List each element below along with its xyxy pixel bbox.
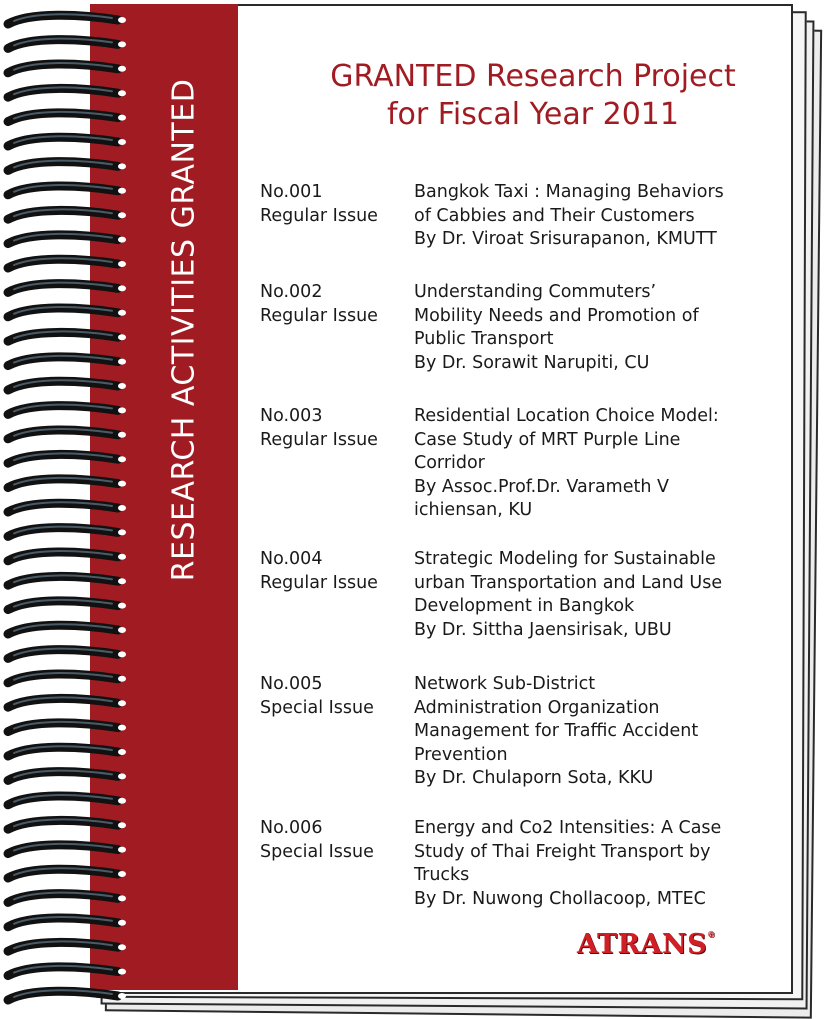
entry-text: Study of Thai Freight Transport by [414, 841, 711, 862]
spiral-coil [8, 63, 126, 73]
entry-text: Management for Traffic Accident [414, 721, 699, 741]
entry-author: By Dr. Viroat Srisurapanon, KMUTT [414, 229, 717, 249]
entry-text: Strategic Modeling for Sustainable [414, 549, 716, 569]
entry-text: Network Sub-District [414, 674, 596, 694]
entry-text: Bangkok Taxi : Managing Behaviors [414, 182, 724, 202]
spiral-coil [8, 527, 126, 537]
entry-author: By Assoc.Prof.Dr. Varameth V [414, 476, 669, 497]
spiral-coil [8, 87, 126, 97]
entry-issue: Regular Issue [260, 205, 378, 226]
spiral-coil [8, 649, 126, 659]
entry-issue: Regular Issue [260, 305, 378, 326]
entry-issue: Special Issue [260, 841, 374, 862]
logo-text: ATRANS [577, 929, 708, 960]
entry-text: Administration Organization [414, 697, 660, 718]
page-title [238, 58, 827, 134]
registered-mark: ® [707, 929, 716, 939]
entry-text: Understanding Commuters’ [414, 282, 657, 302]
entry-text: Corridor [414, 453, 485, 473]
spiral-coil [8, 234, 126, 244]
spiral-coil [8, 307, 126, 317]
entry-text: Trucks [414, 865, 470, 885]
spiral-coil [8, 600, 126, 610]
spiral-coil [8, 844, 126, 854]
sidebar-label: RESEARCH ACTIVITIES GRANTED [166, 78, 202, 582]
spiral-coil [8, 795, 126, 805]
atrans-logo [577, 929, 716, 960]
spiral-coil [8, 356, 126, 366]
spiral-coil [8, 990, 126, 1000]
entry-text: Energy and Co2 Intensities: A Case [414, 818, 722, 838]
spiral-coil [8, 331, 126, 341]
entry-author: By Dr. Nuwong Chollacoop, MTEC [414, 888, 706, 909]
entry-number: No.001 [260, 182, 323, 202]
entry-author: By Dr. Chulaporn Sota, KKU [414, 768, 654, 788]
spiral-coil [8, 893, 126, 903]
entry-issue: Regular Issue [260, 572, 378, 593]
spiral-coil [8, 917, 126, 927]
spiral-coil [8, 209, 126, 219]
spiral-coil [8, 39, 126, 49]
entry-number: No.006 [260, 818, 323, 838]
spiral-coil [8, 405, 126, 415]
entry-author: ichiensan, KU [414, 500, 533, 520]
spiral-coil [8, 161, 126, 171]
spiral-coil [8, 624, 126, 634]
entry-text: Residential Location Choice Model: [414, 406, 719, 426]
spiral-coil [8, 941, 126, 951]
spiral-coil [8, 819, 126, 829]
spiral-coil [8, 429, 126, 439]
spiral-coil [8, 746, 126, 756]
spiral-coil [8, 575, 126, 585]
entry-number: No.005 [260, 674, 323, 694]
spiral-coil [8, 966, 126, 976]
spiral-coil [8, 551, 126, 561]
spiral-coil [8, 380, 126, 390]
spiral-coil [8, 478, 126, 488]
entry-text: Public Transport [414, 329, 554, 349]
spiral-coil [8, 502, 126, 512]
entry-issue: Special Issue [260, 697, 374, 718]
entry-author: By Dr. Sorawit Narupiti, CU [414, 352, 650, 373]
entry-author: By Dr. Sittha Jaensirisak, UBU [414, 619, 672, 640]
entry-text: Development in Bangkok [414, 596, 635, 616]
spiral-coil [8, 722, 126, 732]
spiral-coil [8, 112, 126, 122]
entry-number: No.004 [260, 549, 323, 569]
entry-text: urban Transportation and Land Use [414, 572, 723, 593]
spiral-coil [8, 697, 126, 707]
spiral-coil [8, 136, 126, 146]
entry-number: No.002 [260, 282, 323, 302]
spiral-coil [8, 453, 126, 463]
entry-number: No.003 [260, 406, 323, 426]
spiral-binding [0, 0, 140, 1015]
spiral-coil [8, 283, 126, 293]
spiral-coil [8, 771, 126, 781]
spiral-coil [8, 868, 126, 878]
spiral-coil [8, 14, 126, 24]
entry-text: Mobility Needs and Promotion of [414, 305, 699, 326]
spiral-coil [8, 673, 126, 683]
spiral-coil [8, 258, 126, 268]
entry-issue: Regular Issue [260, 429, 378, 450]
entry-text: Prevention [414, 744, 508, 765]
spiral-coil [8, 185, 126, 195]
entry-text: of Cabbies and Their Customers [414, 205, 695, 226]
title-line-1: GRANTED Research Project [330, 59, 736, 94]
title-line-2: for Fiscal Year 2011 [387, 97, 679, 132]
entry-text: Case Study of MRT Purple Line [414, 429, 681, 450]
